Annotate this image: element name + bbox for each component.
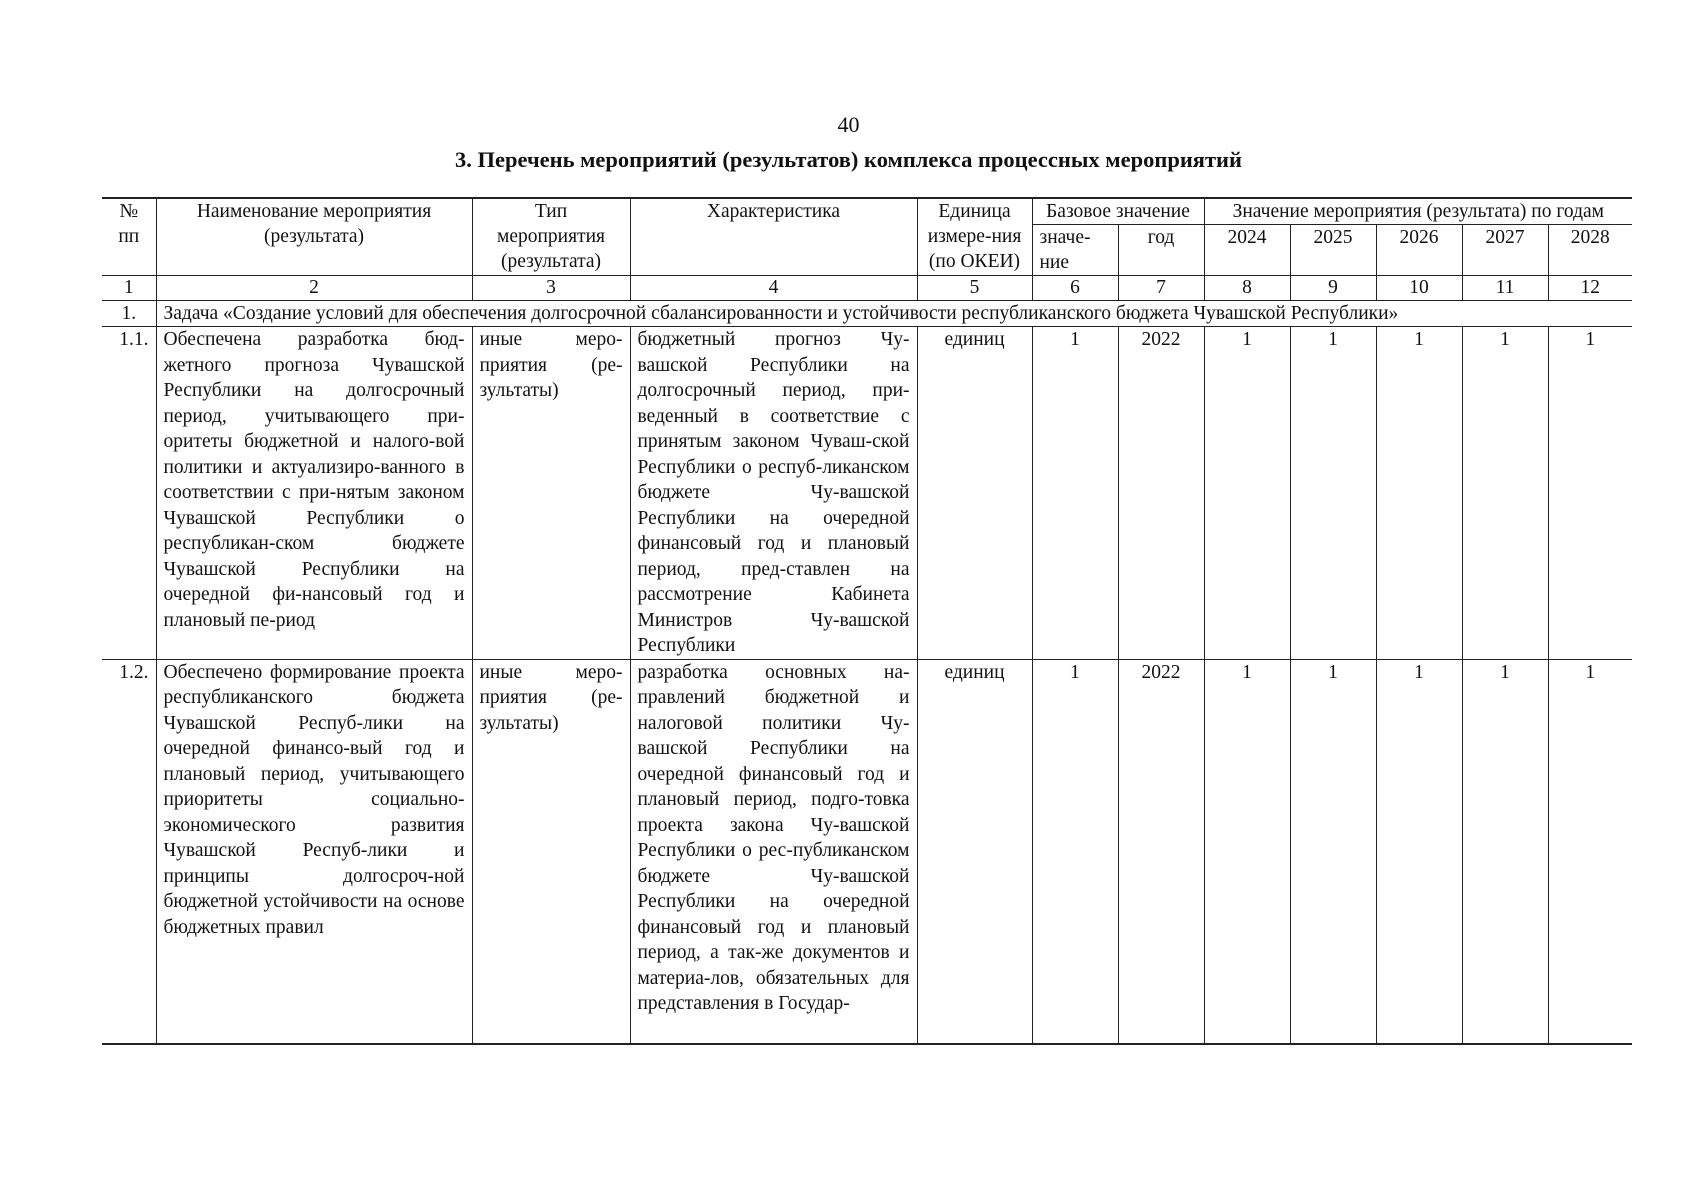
header-base-year: год bbox=[1118, 225, 1204, 276]
column-number: 12 bbox=[1548, 276, 1632, 301]
header-base: Базовое значение bbox=[1032, 198, 1204, 225]
column-number: 1 bbox=[102, 276, 156, 301]
header-year-2025: 2025 bbox=[1290, 225, 1376, 276]
row-characteristic: бюджетный прогноз Чу-вашской Республики на долгосрочный период, при-веденный в соответствие с принятым законом Чуваш-ской Республики о респуб-ликанском бюджете Чу-вашской Республики на очередной финансовый год и плановый период, пред-ставлен на рассмотрение Кабинета Министров Чу-вашской Республики bbox=[630, 327, 917, 660]
column-number: 3 bbox=[472, 276, 630, 301]
table-row bbox=[102, 327, 1632, 660]
row-value-2025: 1 bbox=[1290, 659, 1376, 1044]
task-row bbox=[102, 301, 1632, 327]
header-year-2026: 2026 bbox=[1376, 225, 1462, 276]
column-number: 11 bbox=[1462, 276, 1548, 301]
header-characteristic: Характеристика bbox=[630, 198, 917, 276]
row-value-2026: 1 bbox=[1376, 659, 1462, 1044]
column-number: 8 bbox=[1204, 276, 1290, 301]
row-value-2028: 1 bbox=[1548, 327, 1632, 660]
table-row bbox=[102, 659, 1632, 1044]
row-base-year: 2022 bbox=[1118, 659, 1204, 1044]
header-year-2027: 2027 bbox=[1462, 225, 1548, 276]
column-number: 4 bbox=[630, 276, 917, 301]
column-number: 7 bbox=[1118, 276, 1204, 301]
page-number: 40 bbox=[837, 112, 860, 137]
header-base-value: значе-ние bbox=[1032, 225, 1118, 276]
row-value-2028: 1 bbox=[1548, 659, 1632, 1044]
row-unit: единиц bbox=[917, 659, 1032, 1044]
header-values-by-year: Значение мероприятия (результата) по годам bbox=[1204, 198, 1632, 225]
row-unit: единиц bbox=[917, 327, 1032, 660]
row-base-value: 1 bbox=[1032, 327, 1118, 660]
column-number: 9 bbox=[1290, 276, 1376, 301]
header-unit: Единица измере-ния (по ОКЕИ) bbox=[917, 198, 1032, 276]
task-text: Задача «Создание условий для обеспечения долгосрочной сбалансированности и устойчивости республиканского бюджета Чувашской Республики» bbox=[156, 301, 1632, 327]
row-type: иные меро-приятия (ре-зультаты) bbox=[472, 327, 630, 660]
row-num: 1.1. bbox=[102, 327, 156, 660]
row-num: 1.2. bbox=[102, 659, 156, 1044]
row-value-2024: 1 bbox=[1204, 659, 1290, 1044]
row-name: Обеспечена разработка бюд-жетного прогноза Чувашской Республики на долгосрочный период, учитывающего при-оритеты бюджетной и налого-вой политики и актуализиро-ванного в соответствии с при-нятым законом Чувашской Республики о республикан-ском бюджете Чувашской Республики на очередной фи-нансовый год и плановый пе-риод bbox=[156, 327, 472, 660]
column-number-row bbox=[102, 276, 1632, 301]
activities-table bbox=[102, 197, 1632, 1045]
row-value-2024: 1 bbox=[1204, 327, 1290, 660]
row-value-2026: 1 bbox=[1376, 327, 1462, 660]
row-name: Обеспечено формирование проекта республиканского бюджета Чувашской Респуб-лики на очередной финансо-вый год и плановый период, учитывающего приоритеты социально-экономического развития Чувашской Респуб-лики и принципы долгосроч-ной бюджетной устойчивости на основе бюджетных правил bbox=[156, 659, 472, 1044]
row-value-2027: 1 bbox=[1462, 659, 1548, 1044]
task-num: 1. bbox=[102, 301, 156, 327]
row-base-year: 2022 bbox=[1118, 327, 1204, 660]
section-title: 3. Перечень мероприятий (результатов) комплекса процессных мероприятий bbox=[455, 147, 1242, 172]
row-characteristic: разработка основных на-правлений бюджетной и налоговой политики Чу-вашской Республики на очередной финансовый год и плановый период, подго-товка проекта закона Чу-вашской Республики о рес-публиканском бюджете Чу-вашской Республики на очередной финансовый год и плановый период, а так-же документов и материа-лов, обязательных для представления в Государ- bbox=[630, 659, 917, 1044]
header-row-1 bbox=[102, 198, 1632, 225]
column-number: 6 bbox=[1032, 276, 1118, 301]
row-value-2027: 1 bbox=[1462, 327, 1548, 660]
header-type: Тип мероприятия (результата) bbox=[472, 198, 630, 276]
column-number: 5 bbox=[917, 276, 1032, 301]
column-number: 10 bbox=[1376, 276, 1462, 301]
header-year-2024: 2024 bbox=[1204, 225, 1290, 276]
header-num: № пп bbox=[102, 198, 156, 276]
header-year-2028: 2028 bbox=[1548, 225, 1632, 276]
header-name: Наименование мероприятия (результата) bbox=[156, 198, 472, 276]
row-base-value: 1 bbox=[1032, 659, 1118, 1044]
row-value-2025: 1 bbox=[1290, 327, 1376, 660]
column-number: 2 bbox=[156, 276, 472, 301]
row-type: иные меро-приятия (ре-зультаты) bbox=[472, 659, 630, 1044]
